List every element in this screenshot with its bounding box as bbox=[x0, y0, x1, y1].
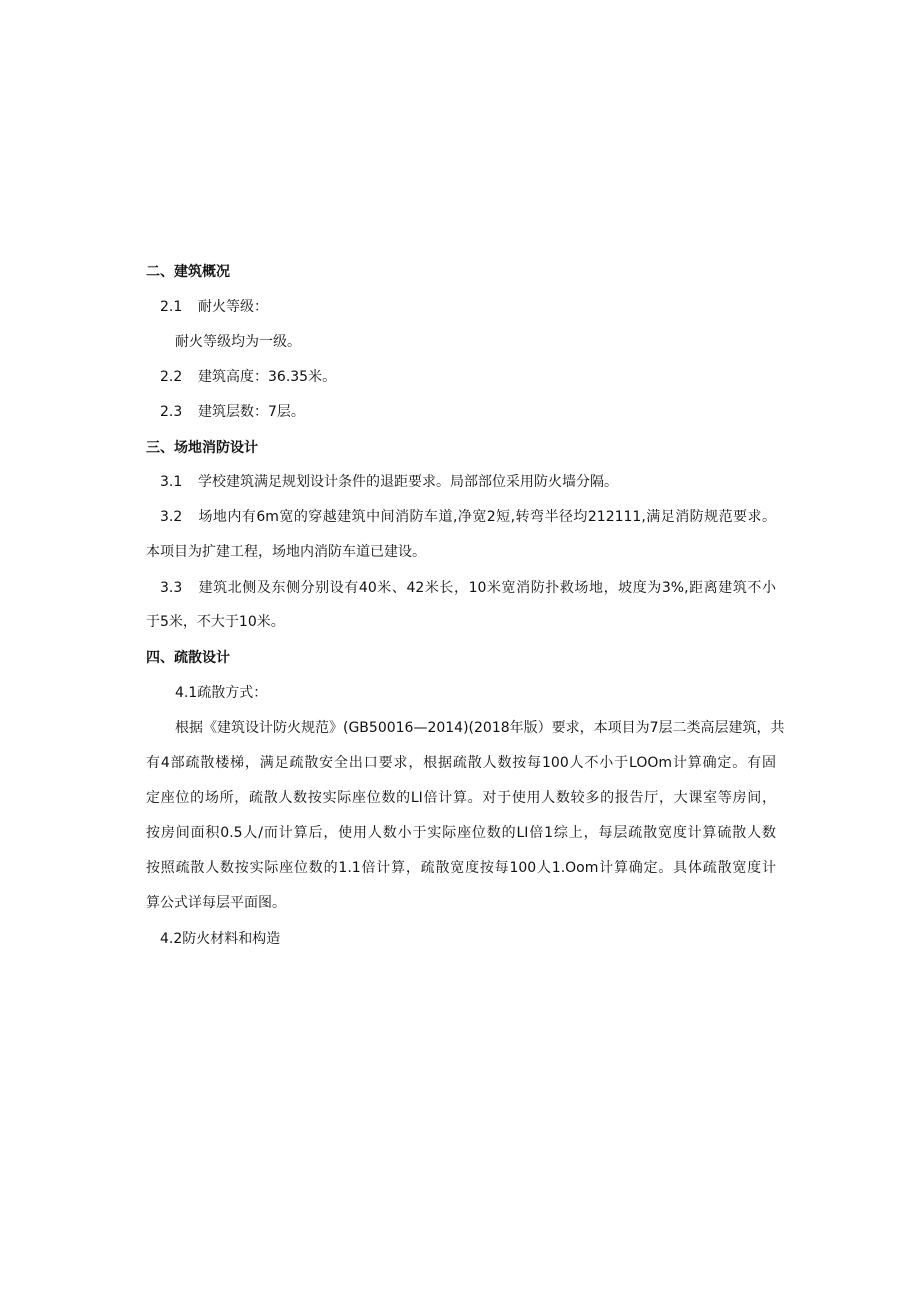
section-4-heading: 四、疏散设计 bbox=[146, 650, 230, 666]
item-text: 学校建筑满足规划设计条件的退距要求。局部部位采用防火墙分隔。 bbox=[198, 474, 618, 490]
item-text: 建筑层数：7层。 bbox=[198, 404, 305, 420]
section-2-heading: 二、建筑概况 bbox=[146, 264, 230, 280]
item-4-1: 4.1疏散方式： bbox=[175, 685, 268, 701]
item-2-2 bbox=[160, 367, 336, 387]
item-3-2-line-2: 本项目为扩建工程，场地内消防车道已建设。 bbox=[146, 544, 426, 560]
item-3-3-line-1 bbox=[160, 578, 776, 598]
item-2-3 bbox=[160, 402, 305, 422]
item-2-1 bbox=[160, 297, 268, 317]
paragraph-line: 定座位的场所，疏散人数按实际座位数的LI倍计算。对于使用人数较多的报告厅，大课室等房间， bbox=[146, 790, 776, 806]
item-number: 3.1 bbox=[160, 474, 183, 490]
paragraph-line: 按照疏散人数按实际座位数的1.1倍计算，疏散宽度按每100人1.Oom计算确定。具体疏散宽度计 bbox=[146, 860, 776, 876]
item-4-2: 4.2防火材料和构造 bbox=[160, 931, 281, 947]
item-3-3-line-2: 于5米，不大于10米。 bbox=[146, 614, 285, 630]
section-3-heading: 三、场地消防设计 bbox=[146, 440, 258, 456]
item-number: 3.3 bbox=[160, 580, 183, 596]
paragraph-line: 算公式详每层平面图。 bbox=[146, 895, 286, 911]
item-number: 3.2 bbox=[160, 509, 183, 525]
item-number: 2.3 bbox=[160, 404, 183, 420]
item-3-1 bbox=[160, 472, 618, 492]
item-number: 2.1 bbox=[160, 299, 183, 315]
paragraph-line: 有4部疏散楼梯，满足疏散安全出口要求，根据疏散人数按每100人不小于LOOm计算确定。有固 bbox=[146, 755, 776, 771]
item-2-1-body: 耐火等级均为一级。 bbox=[175, 334, 301, 350]
item-3-2-line-1 bbox=[160, 507, 776, 527]
paragraph-line: 根据《建筑设计防火规范》(GB50016—2014)(2018年版）要求，本项目为7层二类高层建筑，共 bbox=[175, 720, 785, 736]
item-text: 建筑高度：36.35米。 bbox=[198, 369, 337, 385]
paragraph-line: 按房间面积0.5人/而计算后，使用人数小于实际座位数的LI倍1综上，每层疏散宽度计算硫散人数 bbox=[146, 825, 776, 841]
item-text: 耐火等级： bbox=[198, 299, 268, 315]
item-number: 2.2 bbox=[160, 369, 183, 385]
item-text: 建筑北侧及东侧分别设有40米、42米长，10米宽消防扑救场地，坡度为3%,距离建筑不小 bbox=[198, 580, 776, 596]
item-text: 场地内有6m宽的穿越建筑中间消防车道,净宽2短,转弯半径均212111,满足消防规范要求。 bbox=[198, 509, 776, 525]
